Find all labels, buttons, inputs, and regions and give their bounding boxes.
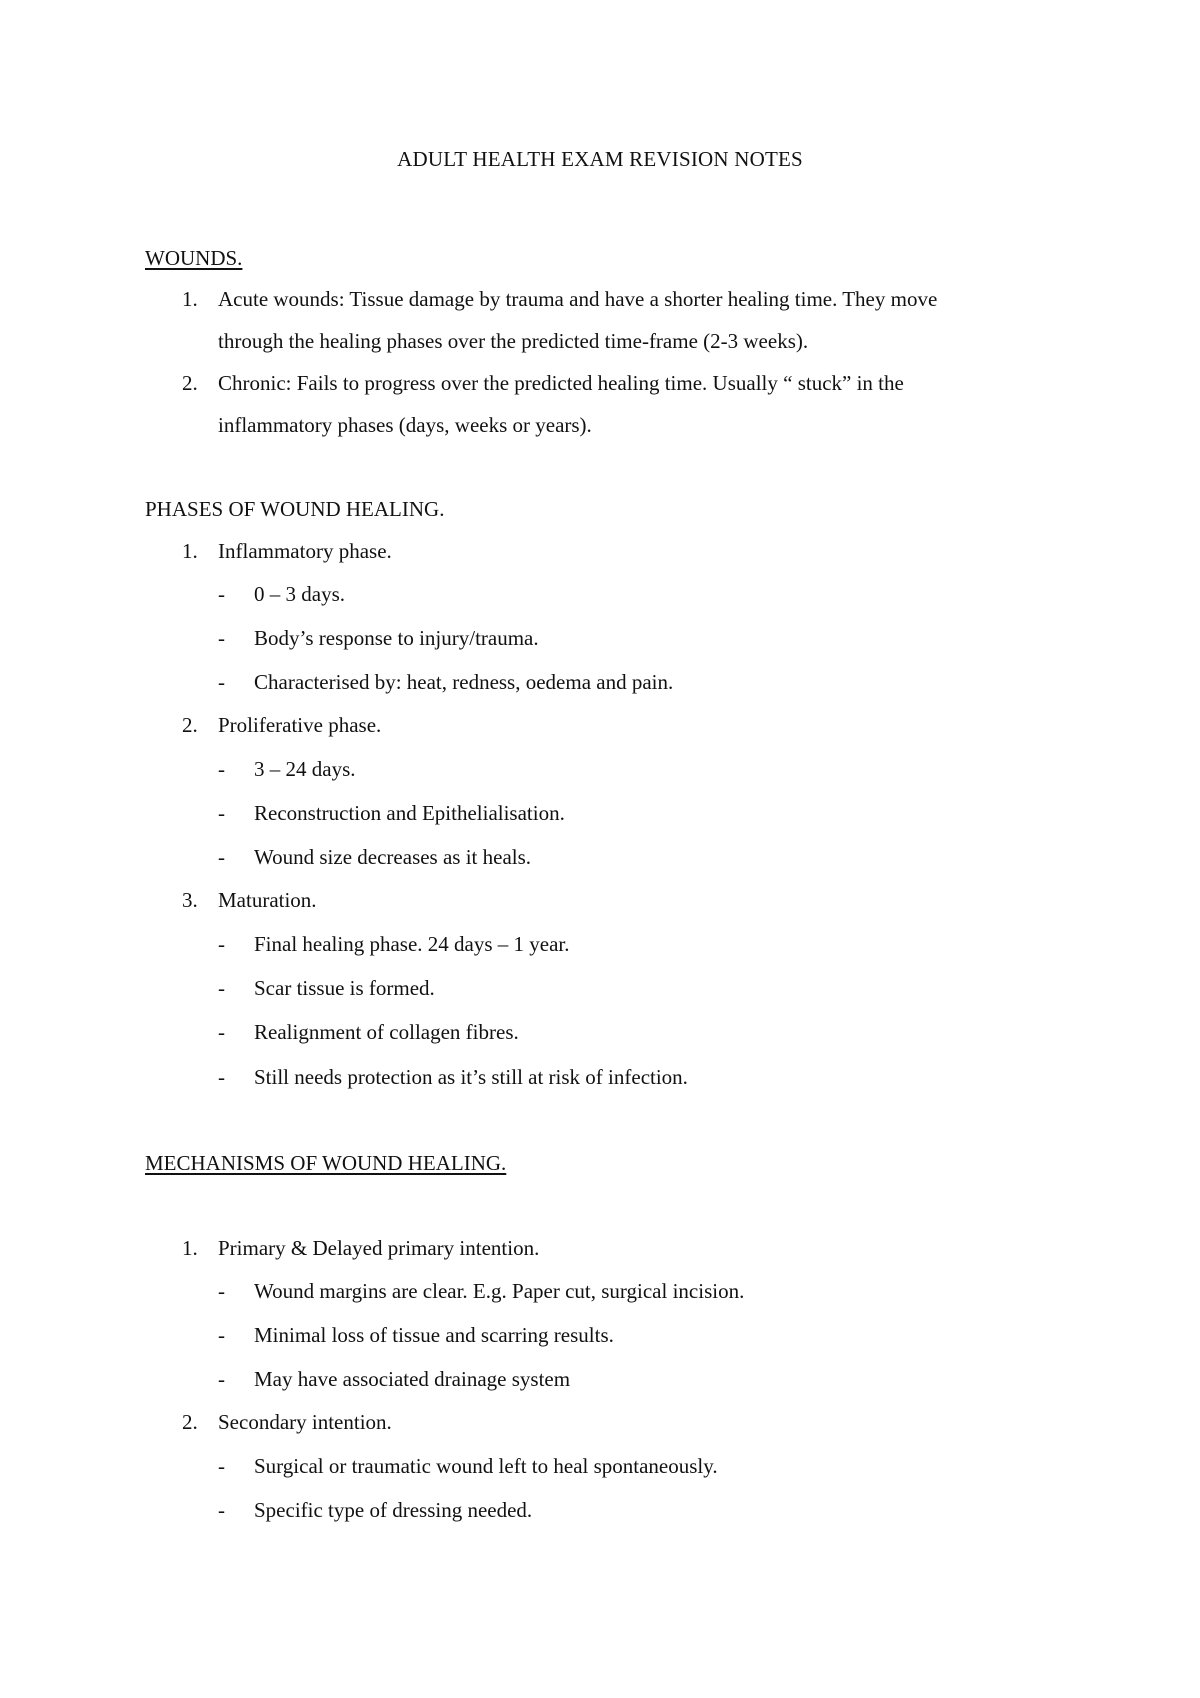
bullet-dash: -	[218, 1065, 225, 1089]
bullet-dash: -	[218, 1020, 225, 1044]
bullet-text: Body’s response to injury/trauma.	[254, 626, 539, 650]
list-item-label: Inflammatory phase.	[218, 539, 392, 563]
bullet-dash: -	[218, 670, 225, 694]
bullet-text: Minimal loss of tissue and scarring results.	[254, 1323, 614, 1347]
bullet-text: Scar tissue is formed.	[254, 976, 435, 1000]
bullet-dash: -	[218, 1367, 225, 1391]
bullet-text: Still needs protection as it’s still at risk of infection.	[254, 1065, 688, 1089]
bullet-dash: -	[218, 626, 225, 650]
list-item-text: Chronic: Fails to progress over the predicted healing time. Usually “ stuck” in the	[218, 371, 904, 395]
list-number: 2.	[182, 371, 198, 395]
bullet-dash: -	[218, 1454, 225, 1478]
list-number: 1.	[182, 1236, 198, 1260]
bullet-dash: -	[218, 1498, 225, 1522]
bullet-text: Specific type of dressing needed.	[254, 1498, 533, 1522]
bullet-text: Characterised by: heat, redness, oedema and pain.	[254, 670, 674, 694]
list-item-label: Primary & Delayed primary intention.	[218, 1236, 540, 1260]
bullet-dash: -	[218, 801, 225, 825]
list-item-label: Secondary intention.	[218, 1410, 392, 1434]
bullet-text: Final healing phase. 24 days – 1 year.	[254, 932, 570, 956]
list-number: 2.	[182, 1410, 198, 1434]
bullet-text: Reconstruction and Epithelialisation.	[254, 801, 565, 825]
bullet-text: May have associated drainage system	[254, 1367, 571, 1391]
list-item-text: Acute wounds: Tissue damage by trauma and have a shorter healing time. They move	[218, 287, 938, 311]
section-heading-mechanisms: MECHANISMS OF WOUND HEALING.	[145, 1151, 507, 1175]
bullet-text: Surgical or traumatic wound left to heal spontaneously.	[254, 1454, 718, 1478]
bullet-dash: -	[218, 582, 225, 606]
bullet-text: Wound size decreases as it heals.	[254, 845, 532, 869]
bullet-dash: -	[218, 976, 225, 1000]
list-number: 1.	[182, 287, 198, 311]
list-number: 2.	[182, 713, 198, 737]
document-title: ADULT HEALTH EXAM REVISION NOTES	[397, 147, 803, 171]
bullet-dash: -	[218, 1279, 225, 1303]
bullet-dash: -	[218, 932, 225, 956]
list-item-label: Proliferative phase.	[218, 713, 382, 737]
list-number: 1.	[182, 539, 198, 563]
list-number: 3.	[182, 888, 198, 912]
bullet-text: Wound margins are clear. E.g. Paper cut, surgical incision.	[254, 1279, 745, 1303]
bullet-dash: -	[218, 845, 225, 869]
section-heading-phases: PHASES OF WOUND HEALING.	[145, 497, 445, 521]
bullet-dash: -	[218, 757, 225, 781]
list-item-text: inflammatory phases (days, weeks or years).	[218, 413, 592, 437]
bullet-dash: -	[218, 1323, 225, 1347]
list-item-label: Maturation.	[218, 888, 317, 912]
bullet-text: 0 – 3 days.	[254, 582, 345, 606]
section-heading-wounds: WOUNDS.	[145, 246, 243, 270]
bullet-text: Realignment of collagen fibres.	[254, 1020, 519, 1044]
list-item-text: through the healing phases over the predicted time-frame (2-3 weeks).	[218, 329, 809, 353]
bullet-text: 3 – 24 days.	[254, 757, 356, 781]
